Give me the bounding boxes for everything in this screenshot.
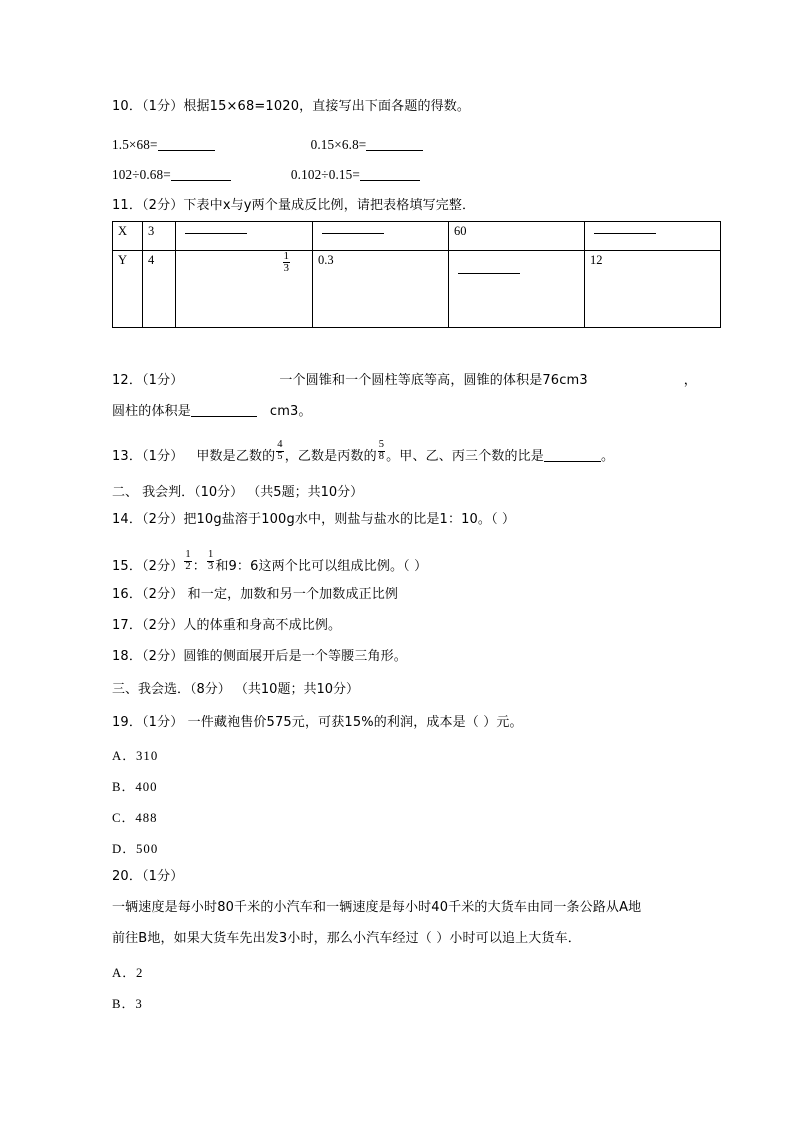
q12-body: 一个圆锥和一个圆柱等底等高，圆锥的体积是76cm3 [279,373,588,388]
q13-part-2: ，乙数是丙数的 [284,449,377,465]
q13-number: 13．（1分） [112,449,184,465]
fraction-one-third [181,250,307,278]
table-cell-x-4: 60 [449,222,585,251]
fraction-denominator: 8 [378,450,385,462]
q15-ratio-colon: ： [192,559,206,575]
table-row [113,222,721,251]
answer-blank[interactable] [322,233,384,234]
fraction-denominator: 3 [283,262,289,275]
question-19-option-b[interactable]: B．400 [112,780,158,794]
question-20-option-a[interactable]: A．2 [112,966,144,980]
q12-line2-suffix: cm3。 [269,404,312,419]
fraction-denominator: 3 [207,560,214,572]
fraction-numerator: 1 [283,250,289,262]
answer-blank[interactable] [360,180,420,181]
question-19-stem: 19．（1分） 一件藏袍售价575元，可获15%的利润，成本是（ ）元。 [112,715,523,730]
table-cell-y-2 [176,251,313,328]
question-15 [112,549,428,577]
fraction-numerator: 1 [185,549,191,560]
table-cell-y-5: 12 [585,251,721,328]
question-11-table [112,221,721,328]
question-20-body-line-1: 一辆速度是每小时80千米的小汽车和一辆速度是每小时40千米的大货车由同一条公路从A地 [112,900,642,915]
question-13 [112,439,615,467]
question-20-stem: 20．（1分） [112,869,184,884]
q10-expr-3: 102÷0.68= [112,167,171,182]
question-10-subrow-2 [112,166,420,183]
answer-blank[interactable] [366,150,423,151]
q12-number: 12．（1分） [112,373,184,388]
question-20-option-b[interactable]: B．3 [112,997,143,1011]
question-10-subrow-1 [112,136,423,153]
q15-number: 15．（2分） [112,559,184,575]
question-19-option-d[interactable]: D．500 [112,842,159,856]
q10-expr-1: 1.5×68= [112,137,158,152]
section-3-heading: 三、我会选．（8分） （共10题；共10分） [112,682,359,697]
fraction-four-fifths [276,440,283,462]
answer-blank[interactable] [544,461,601,462]
table-cell-x-3[interactable] [313,222,449,251]
question-12-line-1 [112,372,697,389]
question-18: 18．（2分）圆锥的侧面展开后是一个等腰三角形。 [112,649,407,664]
fraction-one-half [184,550,191,572]
question-11-stem: 11．（2分）下表中x与y两个量成反比例，请把表格填写完整． [112,198,476,213]
section-2-heading: 二、 我会判．（10分） （共5题；共10分） [112,485,364,500]
table-cell-y-label: Y [113,251,143,328]
table-cell-y-4[interactable] [449,251,585,328]
question-19-option-a[interactable]: A．310 [112,749,159,763]
question-12-line-2 [112,403,312,420]
q13-part-1: 甲数是乙数的 [196,449,276,465]
question-19-option-c[interactable]: C．488 [112,811,158,825]
answer-blank[interactable] [191,416,257,417]
answer-blank[interactable] [594,233,656,234]
table-cell-x-5[interactable] [585,222,721,251]
q12-line2-prefix: 圆柱的体积是 [112,404,191,419]
table-cell-x-1: 3 [143,222,176,251]
fraction-five-eighths [378,440,385,462]
fraction-one-third [207,550,214,572]
question-16: 16．（2分） 和一定，加数和另一个加数成正比例 [112,587,399,602]
fraction [283,251,291,274]
table-cell-x-label: X [113,222,143,251]
answer-blank[interactable] [458,273,520,274]
question-20-body-line-2: 前往B地，如果大货车先出发3小时，那么小汽车经过（ ）小时可以追上大货车． [112,931,581,946]
q10-expr-2: 0.15×6.8= [310,137,367,152]
question-14: 14．（2分）把10g盐溶于100g水中，则盐与盐水的比是1：10。（ ） [112,512,516,527]
answer-blank[interactable] [185,233,247,234]
q15-rest: 和9：6这两个比可以组成比例。（ ） [215,559,428,575]
answer-blank[interactable] [158,150,215,151]
fraction-numerator: 4 [277,439,283,450]
table-cell-y-1: 4 [143,251,176,328]
q13-part-3: 。甲、乙、丙三个数的比是 [386,449,544,465]
answer-blank[interactable] [171,180,231,181]
q12-tail: ， [683,373,697,388]
question-17: 17．（2分）人的体重和身高不成比例。 [112,618,342,633]
table-cell-x-2[interactable] [176,222,313,251]
fraction-denominator: 5 [277,450,283,462]
q10-expr-4: 0.102÷0.15= [290,167,360,182]
table-cell-y-3: 0.3 [313,251,449,328]
fraction-denominator: 2 [185,560,191,572]
fraction-numerator: 1 [207,549,214,560]
q13-tail: 。 [600,449,615,465]
fraction-numerator: 5 [378,439,385,450]
question-10-stem: 10．（1分）根据15×68=1020，直接写出下面各题的得数。 [112,99,471,114]
table-row [113,251,721,328]
